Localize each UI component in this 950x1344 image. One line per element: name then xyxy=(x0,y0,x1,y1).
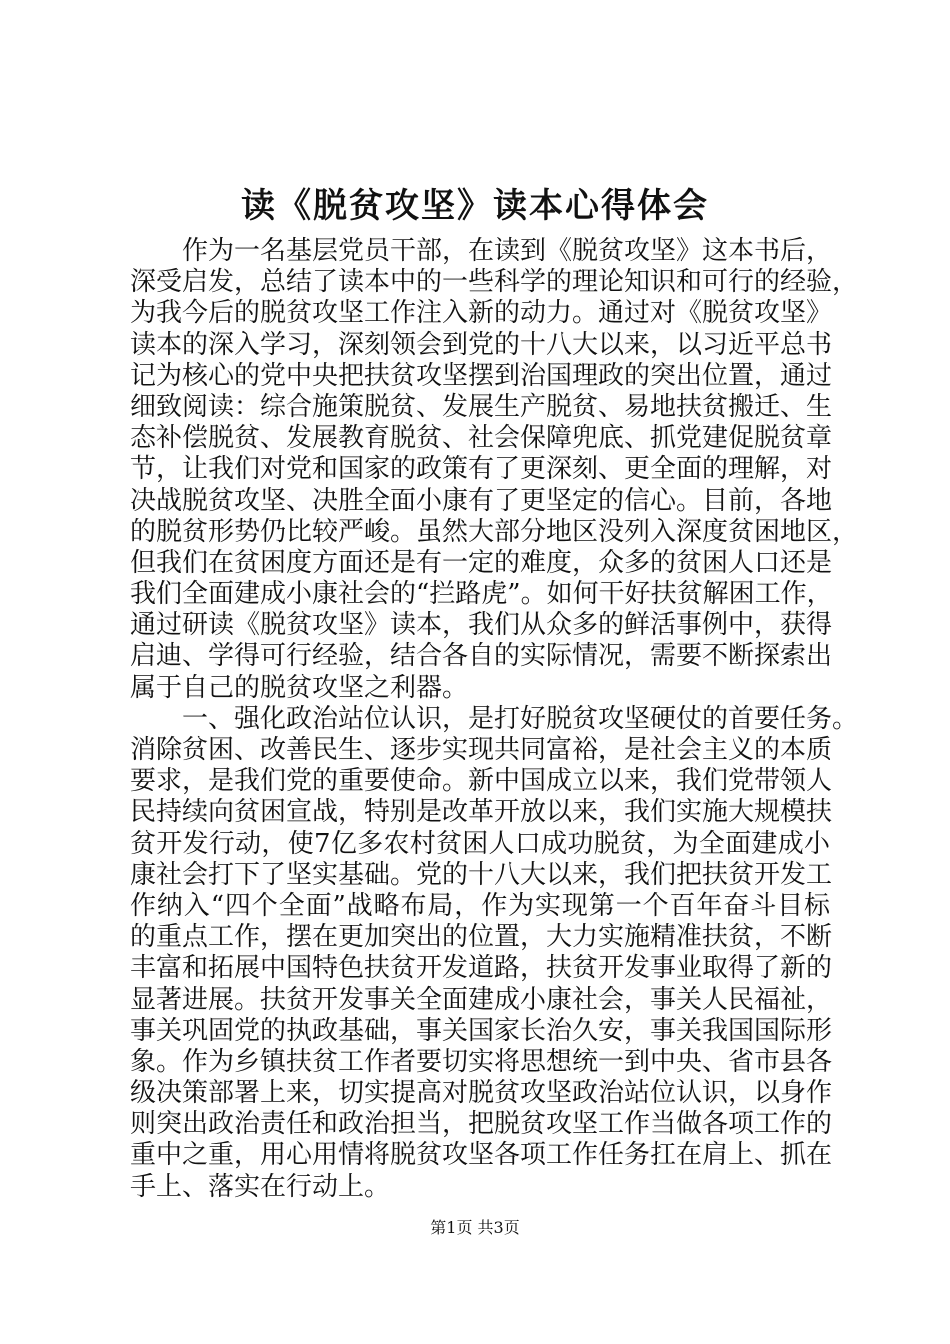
text-line: 手上、落实在行动上。 xyxy=(130,1171,391,1202)
text-line: 贫开发行动，使7亿多农村贫困人口成功脱贫，为全面建成小 xyxy=(130,828,830,859)
text-line: 作纳入“四个全面”战略布局，作为实现第一个百年奋斗目标 xyxy=(130,890,830,921)
text-line: 为我今后的脱贫攻坚工作注入新的动力。通过对《脱贫攻坚》 xyxy=(130,298,833,329)
text-line: 民持续向贫困宣战，特别是改革开放以来，我们实施大规模扶 xyxy=(130,797,833,828)
paragraph-section-one xyxy=(130,703,859,1203)
text-line: 丰富和拓展中国特色扶贫开发道路，扶贫开发事业取得了新的 xyxy=(130,953,833,984)
text-line: 启迪、学得可行经验，结合各自的实际情况，需要不断探索出 xyxy=(130,641,833,672)
text-line: 则突出政治责任和政治担当，把脱贫攻坚工作当做各项工作的 xyxy=(130,1109,833,1140)
document-title: 读《脱贫攻坚》读本心得体会 xyxy=(241,186,709,226)
document-body xyxy=(130,236,859,1203)
text-line: 级决策部署上来，切实提高对脱贫攻坚政治站位认识，以身作 xyxy=(130,1078,833,1109)
text-line: 的重点工作，摆在更加突出的位置，大力实施精准扶贫，不断 xyxy=(130,922,833,953)
text-line: 态补偿脱贫、发展教育脱贫、社会保障兜底、抓党建促脱贫章 xyxy=(130,423,833,454)
text-line: 显著进展。扶贫开发事关全面建成小康社会，事关人民福祉， xyxy=(130,984,833,1015)
text-line: 读本的深入学习，深刻领会到党的十八大以来，以习近平总书 xyxy=(130,329,833,360)
text-line: 记为核心的党中央把扶贫攻坚摆到治国理政的突出位置，通过 xyxy=(130,360,833,391)
text-line: 但我们在贫困度方面还是有一定的难度，众多的贫困人口还是 xyxy=(130,547,833,578)
text-line: 一、强化政治站位认识，是打好脱贫攻坚硬仗的首要任务。 xyxy=(182,703,859,734)
text-line: 通过研读《脱贫攻坚》读本，我们从众多的鲜活事例中，获得 xyxy=(130,610,833,641)
page-number-footer: 第1页 共3页 xyxy=(430,1218,520,1237)
text-line: 我们全面建成小康社会的“拦路虎”。如何干好扶贫解困工作， xyxy=(130,579,833,610)
paragraph-intro xyxy=(130,236,859,704)
text-line: 重中之重，用心用情将脱贫攻坚各项工作任务扛在肩上、抓在 xyxy=(130,1140,833,1171)
text-line: 属于自己的脱贫攻坚之利器。 xyxy=(130,672,469,703)
text-line: 作为一名基层党员干部，在读到《脱贫攻坚》这本书后， xyxy=(182,236,833,266)
text-line: 细致阅读：综合施策脱贫、发展生产脱贫、易地扶贫搬迁、生 xyxy=(130,391,833,422)
text-line: 象。作为乡镇扶贫工作者要切实将思想统一到中央、省市县各 xyxy=(130,1046,833,1077)
text-line: 深受启发，总结了读本中的一些科学的理论知识和可行的经验， xyxy=(130,267,859,298)
text-line: 决战脱贫攻坚、决胜全面小康有了更坚定的信心。目前，各地 xyxy=(130,485,833,516)
text-line: 节，让我们对党和国家的政策有了更深刻、更全面的理解，对 xyxy=(130,454,833,485)
text-line: 的脱贫形势仍比较严峻。虽然大部分地区没列入深度贫困地区， xyxy=(130,516,859,547)
text-line: 要求，是我们党的重要使命。新中国成立以来，我们党带领人 xyxy=(130,766,833,797)
text-line: 康社会打下了坚实基础。党的十八大以来，我们把扶贫开发工 xyxy=(130,859,833,890)
text-line: 消除贫困、改善民生、逐步实现共同富裕，是社会主义的本质 xyxy=(130,735,833,765)
text-line: 事关巩固党的执政基础，事关国家长治久安，事关我国国际形 xyxy=(130,1015,833,1046)
